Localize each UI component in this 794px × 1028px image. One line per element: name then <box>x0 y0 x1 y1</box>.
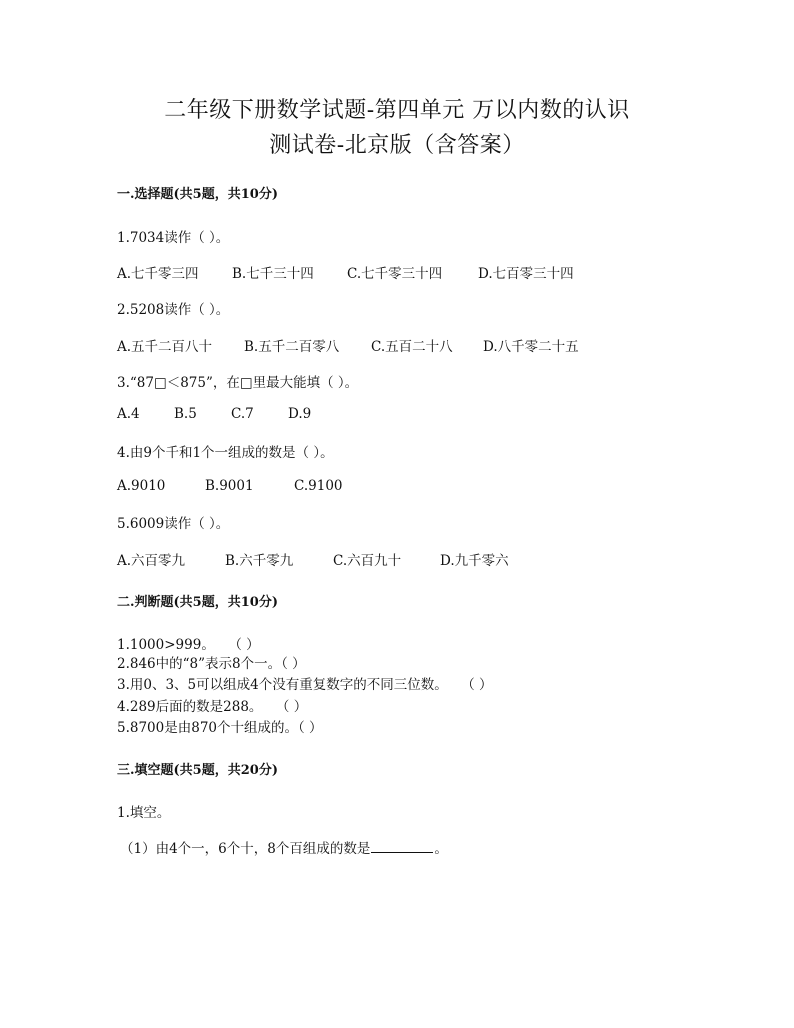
question-1: 1.7034读作（ ）。 <box>117 230 230 246</box>
q5-option-c: C.六百九十 <box>333 553 402 569</box>
fill-question-1-sub-1 <box>120 837 448 857</box>
judge-item-3: 3.用0、3、5可以组成4个没有重复数字的不同三位数。 （ ） <box>117 677 493 693</box>
q1-option-c: C.七千零三十四 <box>347 266 443 282</box>
q1-option-d: D.七百零三十四 <box>478 266 574 282</box>
q3-option-a: A.4 <box>117 406 140 422</box>
question-5: 5.6009读作（ ）。 <box>117 516 230 532</box>
judge-item-5: 5.8700是由870个十组成的。（ ） <box>117 720 323 736</box>
q1-option-a: A.七千零三四 <box>117 266 199 282</box>
title-line-1: 二年级下册数学试题-第四单元 万以内数的认识 <box>164 98 630 123</box>
q4-option-c: C.9100 <box>294 478 343 494</box>
section-heading-choice: 一.选择题(共5题，共10分) <box>117 187 278 202</box>
q4-option-b: B.9001 <box>205 478 254 494</box>
judge-item-4: 4.289后面的数是288。 （ ） <box>117 699 308 715</box>
question-4: 4.由9个千和1个一组成的数是（ ）。 <box>117 445 334 461</box>
judge-item-2: 2.846中的“8”表示8个一。（ ） <box>117 656 306 672</box>
q5-option-d: D.九千零六 <box>440 553 509 569</box>
q5-option-a: A.六百零九 <box>117 553 186 569</box>
question-2: 2.5208读作（ ）。 <box>117 302 230 318</box>
title-line-2: 测试卷-北京版（含答案） <box>269 133 525 158</box>
q3-option-b: B.5 <box>174 406 197 422</box>
fill-sub-prefix: （1）由4个一，6个十，8个百组成的数是 <box>120 841 371 857</box>
q2-option-d: D.八千零二十五 <box>483 339 579 355</box>
section-heading-fill: 三.填空题(共5题，共20分) <box>117 763 278 778</box>
fill-question-1: 1.填空。 <box>117 805 171 821</box>
answer-blank[interactable] <box>371 842 433 853</box>
q3-option-d: D.9 <box>288 406 312 422</box>
judge-item-1: 1.1000>999。 （ ） <box>117 637 260 653</box>
section-heading-judge: 二.判断题(共5题，共10分) <box>117 595 278 610</box>
q1-option-b: B.七千三十四 <box>232 266 314 282</box>
q2-option-b: B.五千二百零八 <box>244 339 340 355</box>
fill-sub-suffix: 。 <box>434 841 448 857</box>
question-3: 3.“87□＜875”，在□里最大能填（ ）。 <box>117 375 359 391</box>
q2-option-a: A.五千二百八十 <box>117 339 213 355</box>
q4-option-a: A.9010 <box>117 478 166 494</box>
q3-option-c: C.7 <box>231 406 254 422</box>
q2-option-c: C.五百二十八 <box>371 339 453 355</box>
q5-option-b: B.六千零九 <box>225 553 294 569</box>
